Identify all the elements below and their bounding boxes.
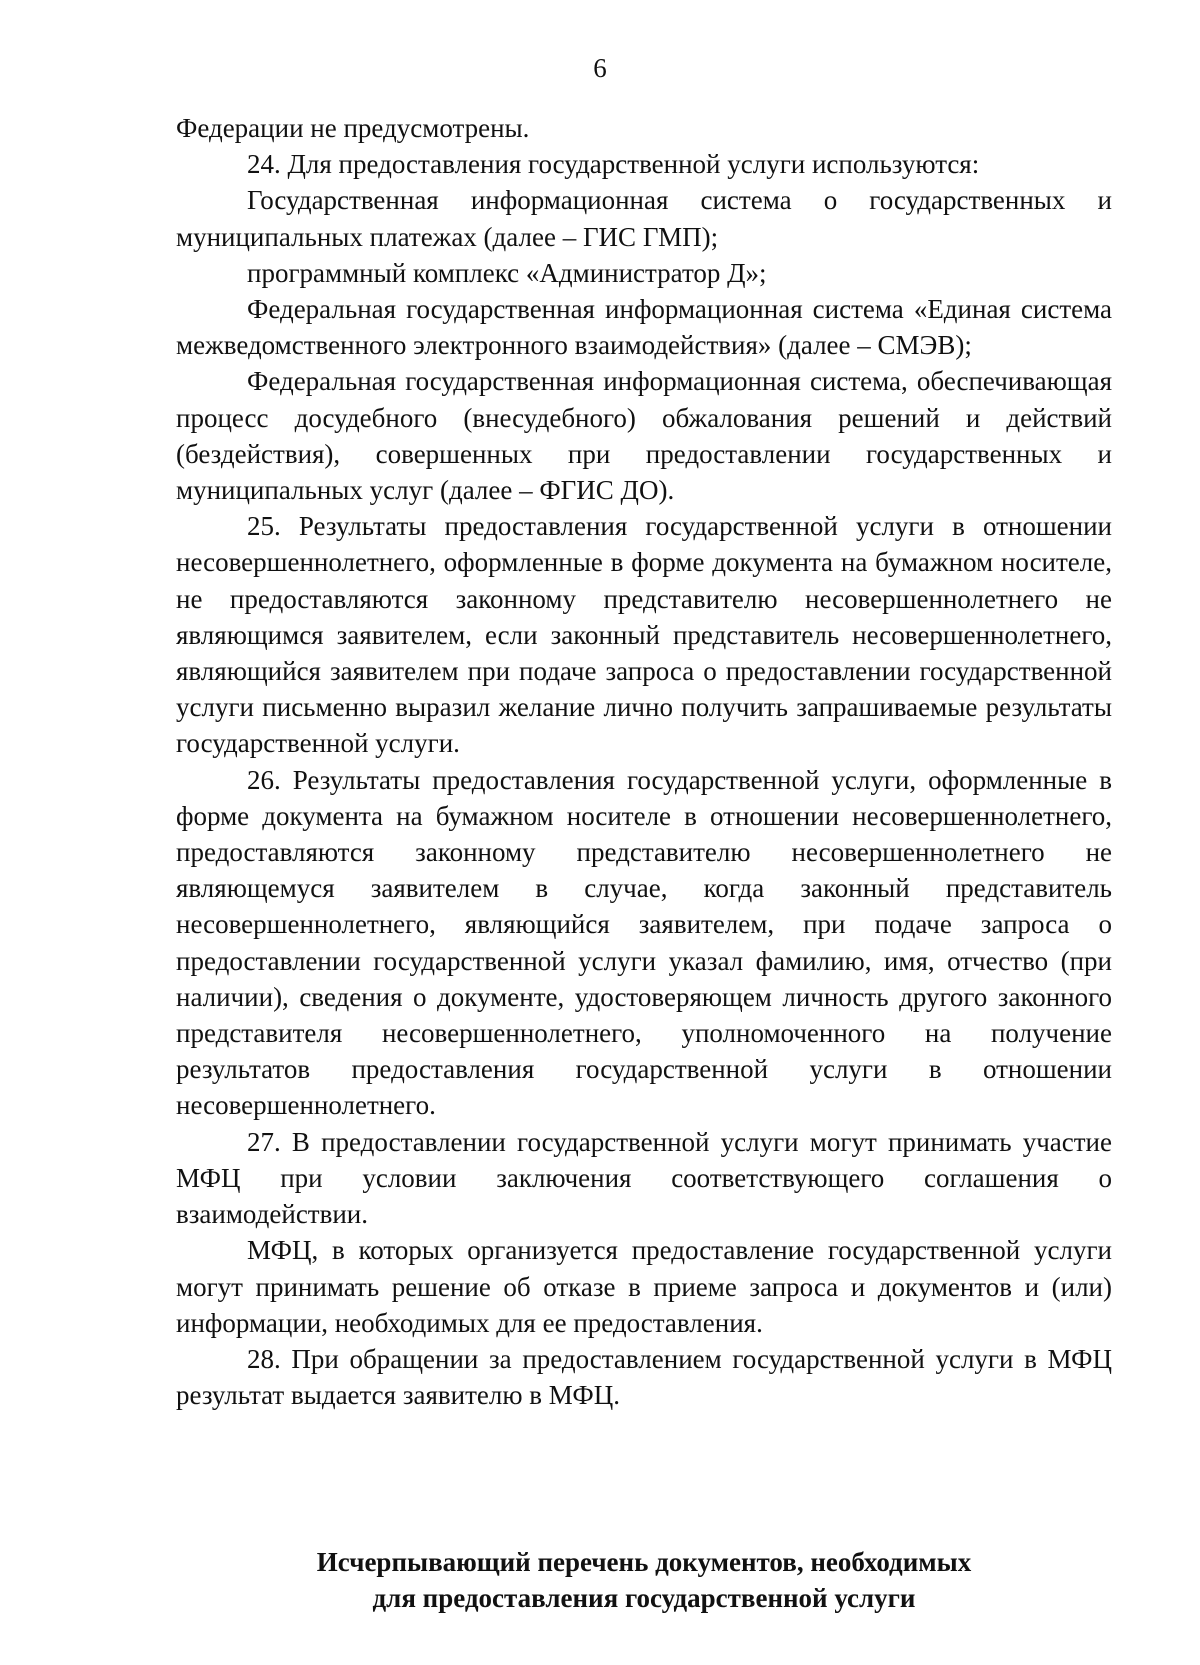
paragraph-continuation: Федерации не предусмотрены.: [176, 113, 530, 143]
section-heading: [176, 1544, 1112, 1616]
paragraph-27: 27. В предоставлении государственной услуги могут принимать участие МФЦ при условии заключения соответствующего соглашения о взаимодействии.: [176, 1126, 1112, 1230]
paragraph-24: 24. Для предоставления государственной услуги используются:: [247, 149, 980, 180]
paragraph-26: 26. Результаты предоставления государственной услуги, оформленные в форме документа на бумажном носителе в отношении несовершеннолетнего, предоставляются законному представителю несовершеннолетнего не являющемуся заявителем в случае, когда законный представитель несовершеннолетнего, являющийся заявителем, при подаче запроса о предоставлении государственной услуги указал фамилию, имя, отчество (при наличии), сведения о документе, удостоверяющем личность другого законного представителя несовершеннолетнего, уполномоченного на получение результатов предоставления государственной услуги в отношении несовершеннолетнего.: [176, 764, 1112, 1121]
paragraph-25: 25. Результаты предоставления государственной услуги в отношении несовершеннолетнего, оформленные в форме документа на бумажном носителе, не предоставляются законному представителю несовершеннолетнего не являющимся заявителем, если законный представитель несовершеннолетнего, являющийся заявителем при подаче запроса о предоставлении государственной услуги письменно выразил желание лично получить запрашиваемые результаты государственной услуги.: [176, 511, 1112, 759]
paragraph-24-smev: Федеральная государственная информационная система «Единая система межведомственного электронного взаимодействия» (далее – СМЭВ);: [176, 294, 1112, 361]
section-heading-line-1: Исчерпывающий перечень документов, необходимых: [316, 1547, 972, 1577]
document-body: [176, 110, 1112, 1413]
paragraph-24-gis-gmp: Государственная информационная система о государственных и муниципальных платежах (далее – ГИС ГМП);: [176, 185, 1112, 252]
paragraph-28: 28. При обращении за предоставлением государственной услуги в МФЦ результат выдается заявителю в МФЦ.: [176, 1343, 1112, 1411]
paragraph-24-administrator-d: программный комплекс «Администратор Д»;: [247, 257, 767, 288]
section-heading-line-2: для предоставления государственной услуги: [372, 1583, 916, 1613]
paragraph-24-fgis-do: Федеральная государственная информационная система, обеспечивающая процесс досудебного (внесудебного) обжалования решений и действий (бездействия), совершенных при предоставлении государственных и муниципальных услуг (далее – ФГИС ДО).: [176, 366, 1112, 506]
page-number: 6: [593, 53, 607, 83]
paragraph-27-mfc: МФЦ, в которых организуется предоставление государственной услуги могут принимать решение об отказе в приеме запроса и документов и (или) информации, необходимых для ее предоставления.: [176, 1235, 1112, 1338]
